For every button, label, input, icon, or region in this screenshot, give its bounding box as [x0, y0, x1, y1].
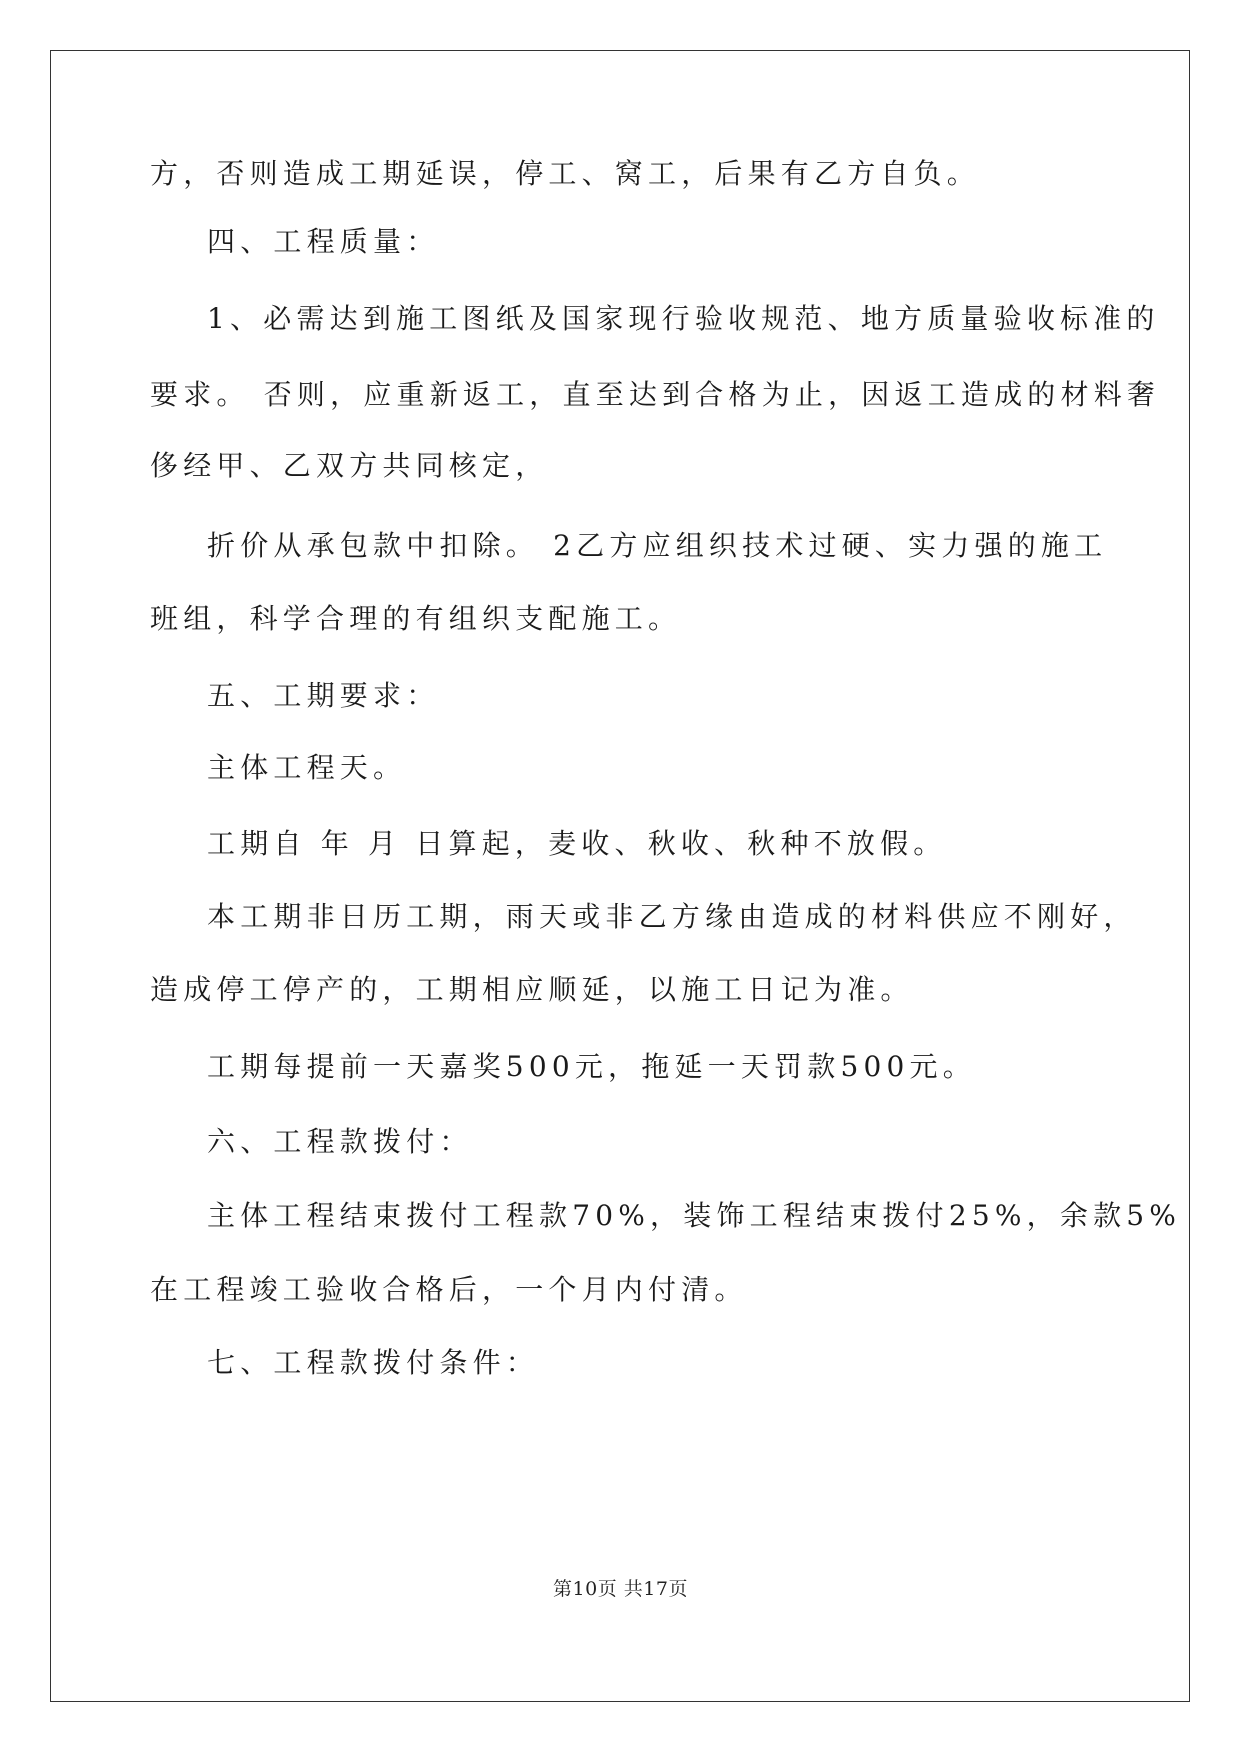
text-line: 1、必需达到施工图纸及国家现行验收规范、地方质量验收标准的: [207, 302, 1160, 335]
section-heading: 五、工期要求：: [207, 679, 440, 712]
text-line: 工期自 年 月 日算起，麦收、秋收、秋种不放假。: [207, 827, 947, 860]
section-heading: 七、工程款拨付条件：: [207, 1346, 540, 1379]
text-line: 方，否则造成工期延误，停工、窝工，后果有乙方自负。: [150, 157, 981, 190]
text-line: 主体工程天。: [207, 751, 407, 784]
page-border: [50, 50, 1190, 1702]
text-line: 折价从承包款中扣除。 2乙方应组织技术过硬、实力强的施工: [207, 529, 1108, 562]
text-line: 在工程竣工验收合格后，一个月内付清。: [150, 1273, 748, 1306]
text-line: 要求。 否则，应重新返工，直至达到合格为止，因返工造成的材料奢: [150, 378, 1161, 411]
text-line: 工期每提前一天嘉奖500元，拖延一天罚款500元。: [207, 1050, 976, 1083]
text-line: 造成停工停产的，工期相应顺延，以施工日记为准。: [150, 973, 914, 1006]
page-number: 第10页 共17页: [553, 1578, 688, 1600]
text-line: 本工期非日历工期，雨天或非乙方缘由造成的材料供应不刚好，: [207, 900, 1137, 933]
text-line: 侈经甲、乙双方共同核定，: [150, 449, 549, 482]
text-line: 主体工程结束拨付工程款70%，装饰工程结束拨付25%，余款5%: [207, 1199, 1182, 1232]
section-heading: 四、工程质量：: [207, 225, 440, 258]
text-line: 班组，科学合理的有组织支配施工。: [150, 602, 682, 635]
section-heading: 六、工程款拨付：: [207, 1125, 473, 1158]
